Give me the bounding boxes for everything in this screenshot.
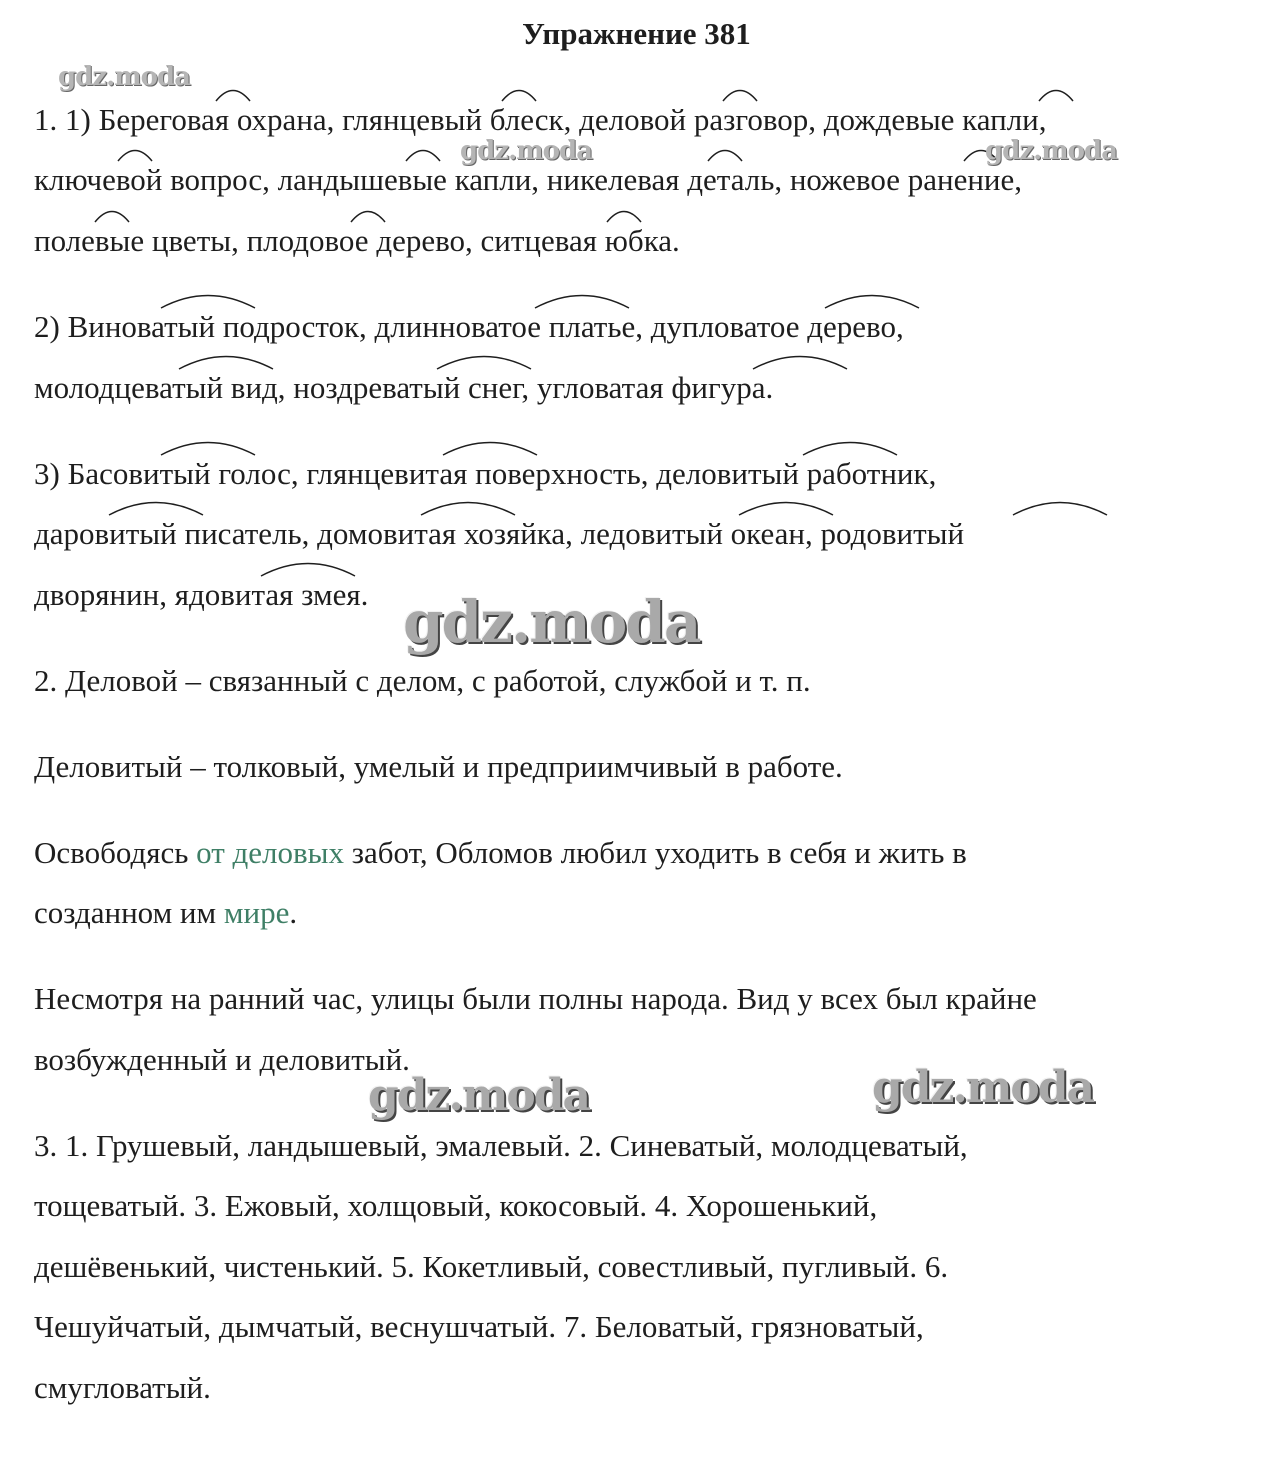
task2-example2-line1: Несмотря на ранний час, улицы были полны народа. Вид у всех был крайне	[34, 981, 1037, 1016]
suffix-arc	[215, 86, 251, 102]
suffix-arc	[824, 293, 920, 309]
suffix-arc	[260, 561, 356, 577]
task1-part3-line2: даровитый писатель, домовитая хозяйка, ледовитый океан, родовитый	[34, 514, 964, 554]
watermark: gdz.moda	[368, 1070, 590, 1121]
suffix-arc	[606, 207, 642, 223]
suffix-arc	[752, 354, 848, 370]
task1-part2-line2: молодцеватый вид, ноздреватый снег, угловатая фигура.	[34, 368, 773, 408]
task2-definition-delovity: Деловитый – толковый, умелый и предприимчивый в работе.	[34, 749, 843, 784]
suffix-arc	[436, 354, 532, 370]
task1-part3-line3: дворянин, ядовитая змея.	[34, 575, 368, 615]
task3-line2: тощеватый. 3. Ежовый, холщовый, кокосовый. 4. Хорошенький,	[34, 1188, 878, 1223]
task1-part3-line1: 3) Басовитый голос, глянцевитая поверхность, деловитый работник,	[34, 454, 936, 494]
task3-line4: Чешуйчатый, дымчатый, веснушчатый. 7. Беловатый, грязноватый,	[34, 1309, 924, 1344]
suffix-arc	[160, 440, 256, 456]
watermark: gdz.moda	[460, 136, 593, 166]
suffix-arc	[722, 86, 758, 102]
watermark: gdz.moda	[872, 1062, 1094, 1113]
suffix-arc	[738, 500, 834, 516]
watermark: gdz.moda	[403, 588, 700, 656]
suffix-arc	[442, 440, 538, 456]
exercise-title: Упражнение 381	[522, 16, 751, 51]
watermark: gdz.moda	[58, 62, 191, 92]
suffix-arc	[1012, 500, 1108, 516]
task1-part1-line3: полевые цветы, плодовое дерево, ситцевая юбка.	[34, 221, 680, 261]
watermark: gdz.moda	[985, 136, 1118, 166]
suffix-arc	[350, 207, 386, 223]
task1-part1-line2: ключевой вопрос, ландышевые капли, никелевая деталь, ножевое ранение,	[34, 160, 1022, 200]
task2-example1-line2: созданном им мире.	[34, 895, 298, 930]
task2-definition-delovoy: 2. Деловой – связанный с делом, с работой, службой и т. п.	[34, 663, 811, 698]
task3-line3: дешёвенький, чистенький. 5. Кокетливый, совестливый, пугливый. 6.	[34, 1249, 949, 1284]
task2-example2-line2: возбужденный и деловитый.	[34, 1042, 410, 1077]
suffix-arc	[802, 440, 898, 456]
suffix-arc	[160, 293, 256, 309]
suffix-arc	[108, 500, 204, 516]
suffix-arc	[707, 146, 743, 162]
suffix-arc	[94, 207, 130, 223]
task2-example1-line1: Освободясь от деловых забот, Обломов любил уходить в себя и жить в	[34, 835, 967, 870]
suffix-arc	[178, 354, 274, 370]
suffix-arc	[1038, 86, 1074, 102]
suffix-arc	[420, 500, 516, 516]
task1-part2-line1: 2) Виноватый подросток, длинноватое платье, дупловатое дерево,	[34, 307, 904, 347]
suffix-arc	[405, 146, 441, 162]
task3-line5: смугловатый.	[34, 1370, 211, 1405]
task3-line1: 3. 1. Грушевый, ландышевый, эмалевый. 2. Синеватый, молодцеватый,	[34, 1128, 968, 1163]
suffix-arc	[117, 146, 153, 162]
suffix-arc	[534, 293, 630, 309]
task1-part1-line1: 1. 1) Береговая охрана, глянцевый блеск, деловой разговор, дождевые капли,	[34, 100, 1047, 140]
suffix-arc	[501, 86, 537, 102]
